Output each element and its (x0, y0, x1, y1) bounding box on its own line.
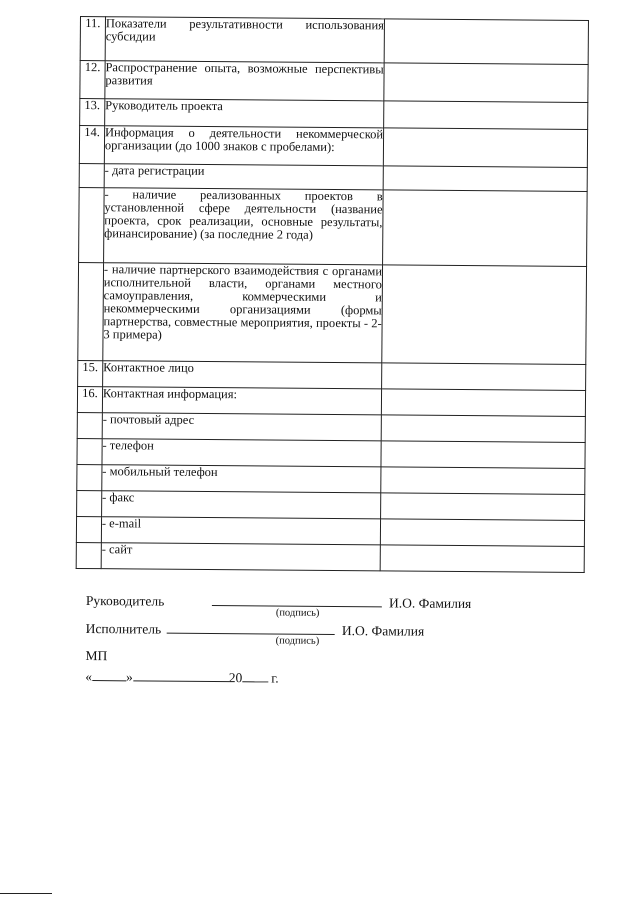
table-row (77, 490, 585, 520)
head-signature-hint: (подпись) (275, 607, 320, 619)
executor-name: И.О. Фамилия (341, 623, 425, 639)
seal-line (85, 648, 505, 667)
row-value-cell (381, 441, 585, 469)
date-line (85, 668, 505, 687)
row-label: - сайт (101, 543, 380, 571)
row-label: - наличие партнерского взаимодействия с органами исполнительной власти, органами местного самоуправления, коммерческими и некоммерческими организациями (формы партнерства, совместные мероприятия, проекты - 2-3 примера) (103, 263, 383, 363)
row-value-cell (383, 190, 588, 267)
date-year-suffix: г. (271, 670, 279, 686)
row-value-cell (383, 128, 587, 168)
row-number (79, 163, 104, 187)
row-number (77, 412, 102, 438)
row-value-cell (383, 166, 587, 192)
row-label: Показатели результативности использования субсидии (105, 17, 384, 63)
table-row (76, 542, 584, 572)
row-label: Руководитель проекта (105, 99, 384, 128)
row-number (78, 262, 104, 360)
row-number: 13. (80, 99, 105, 126)
table-row (78, 262, 587, 364)
row-label: Информация о деятельности некоммерческой организации (до 1000 знаков с пробелами): (104, 126, 383, 166)
signature-block (85, 592, 506, 687)
table-row (80, 17, 588, 65)
table-row (79, 187, 588, 266)
executor-signature-hint: (подпись) (275, 635, 320, 647)
date-year-prefix: 20 (228, 670, 243, 686)
date-year-blank (242, 669, 268, 682)
table-row (80, 61, 588, 103)
row-number (77, 490, 102, 516)
row-number (77, 464, 102, 490)
row-label: Распространение опыта, возможные перспективы развития (105, 61, 384, 101)
row-label: - почтовый адрес (102, 413, 381, 441)
row-label: - мобильный телефон (102, 465, 381, 493)
head-label: Руководитель (85, 592, 165, 609)
row-label: - наличие реализованных проектов в установленной сфере деятельности (название проекта, срок реализации, основные результаты, финансирование) (за последние 2 года) (103, 188, 383, 265)
row-number: 11. (80, 17, 105, 61)
head-name: И.О. Фамилия (389, 595, 472, 612)
row-value-cell (380, 545, 584, 573)
row-number (79, 187, 104, 262)
row-value-cell (382, 363, 586, 391)
row-label: Контактная информация: (102, 387, 381, 415)
row-number (77, 438, 102, 464)
date-month-blank (133, 668, 229, 682)
row-value-cell (380, 519, 584, 547)
row-label: - телефон (102, 439, 381, 467)
row-value-cell (381, 415, 585, 443)
row-value-cell (382, 265, 587, 365)
row-value-cell (384, 101, 588, 130)
row-number: 12. (80, 61, 105, 99)
bottom-margin-stroke (0, 893, 52, 894)
row-number: 16. (77, 386, 102, 412)
row-value-cell (381, 493, 585, 521)
row-label: - дата регистрации (104, 164, 383, 190)
row-value-cell (381, 467, 585, 495)
date-close-quote: » (126, 669, 133, 685)
row-label: - e-mail (101, 517, 380, 545)
row-label: Контактное лицо (102, 361, 381, 389)
seal-mark: МП (85, 647, 108, 664)
row-number: 14. (79, 126, 104, 164)
row-value-cell (381, 389, 585, 417)
row-number: 15. (78, 360, 103, 386)
row-value-cell (384, 19, 588, 65)
table-row (77, 464, 585, 494)
row-value-cell (384, 63, 588, 103)
application-form-table (76, 16, 589, 573)
row-number (76, 516, 101, 542)
date-day-blank (92, 668, 126, 681)
date-open-quote: « (85, 668, 93, 685)
executor-label: Исполнитель (85, 620, 162, 637)
table-row (76, 516, 584, 546)
row-label: - факс (101, 491, 380, 519)
row-number (76, 542, 101, 568)
table-row (79, 126, 587, 168)
